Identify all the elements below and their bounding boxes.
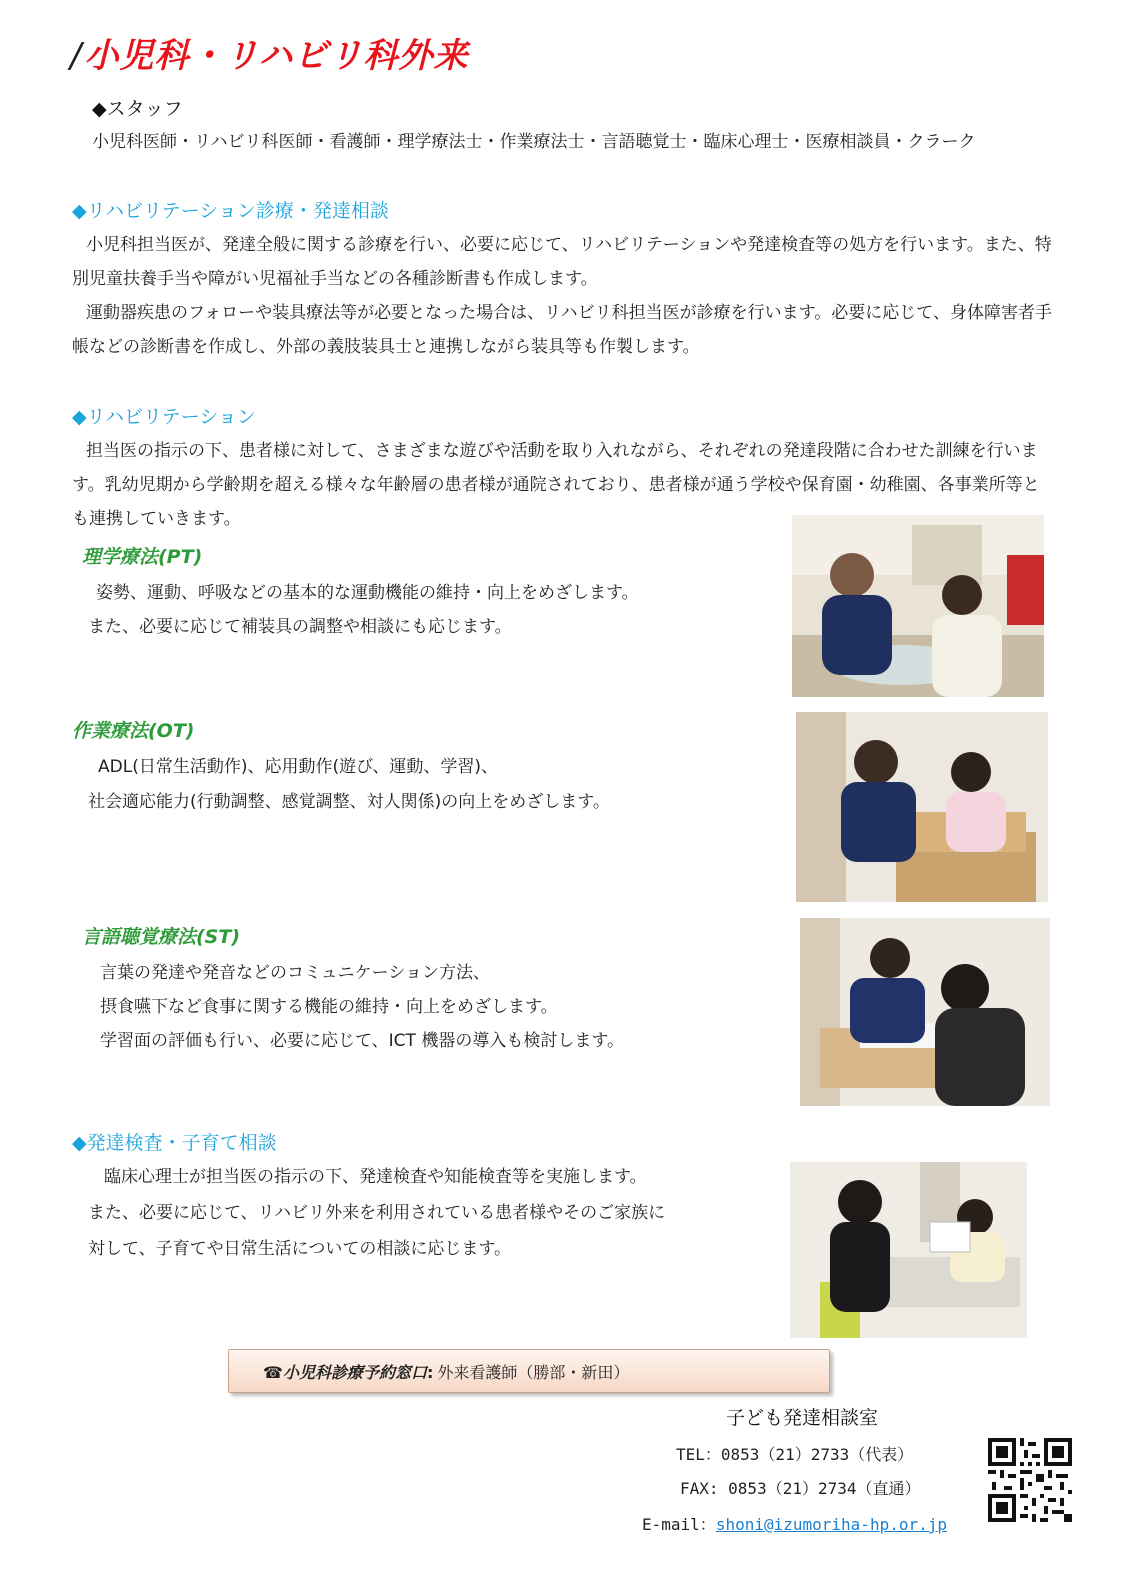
pt-photo [792,515,1044,697]
email-label: E-mail： [642,1515,716,1534]
st-line-3: 学習面の評価も行い、必要に応じて、ICT 機器の導入も検討します。 [100,1031,624,1051]
rehab-heading: ◆リハビリテーション [72,406,256,428]
reservation-line [263,1360,629,1383]
dev-heading: ◆発達検査・子育て相談 [72,1132,277,1154]
reservation-box [228,1349,830,1393]
st-line-1: 言葉の発達や発音などのコミュニケーション方法、 [100,963,490,983]
reservation-text: 外来看護師（勝部・新田） [437,1363,630,1382]
st-photo [800,918,1050,1106]
st-heading: 言語聴覚療法(ST) [82,926,241,948]
ot-heading: 作業療法(OT) [72,720,195,742]
rehab-consult-paragraph-1: 小児科担当医が、発達全般に関する診療を行い、必要に応じて、リハビリテーションや発達検査等の処方を行います。また、特別児童扶養手当や障がい児福祉手当などの各種診断書も作成します。 [72,235,1052,289]
staff-heading: ◆スタッフ [92,98,183,120]
staff-list: 小児科医師・リハビリ科医師・看護師・理学療法士・作業療法士・言語聴覚士・臨床心理士・医療相談員・クラーク [92,132,976,152]
contact-tel: TEL：0853（21）2733（代表） [676,1445,914,1464]
pt-line-2: また、必要に応じて補装具の調整や相談にも応じます。 [88,617,512,637]
phone-icon: ☎ [263,1363,283,1382]
st-line-2: 摂食嚥下など食事に関する機能の維持・向上をめざします。 [100,997,558,1017]
reservation-colon: : [426,1363,434,1382]
contact-fax: FAX: 0853（21）2734（直通） [680,1479,921,1498]
ot-photo [796,712,1048,902]
rehab-consult-heading: ◆リハビリテーション診療・発達相談 [72,200,389,222]
rehab-consult-paragraph-2: 運動器疾患のフォローや装具療法等が必要となった場合は、リハビリ科担当医が診療を行います。必要に応じて、身体障害者手帳などの診断書を作成し、外部の義肢装具士と連携しながら装具等も作製します。 [72,303,1052,357]
qr-code[interactable] [988,1438,1072,1522]
contact-title: 子ども発達相談室 [726,1407,879,1429]
pt-heading: 理学療法(PT) [82,546,203,568]
contact-email-row [642,1512,947,1535]
email-link[interactable]: shoni@izumoriha-hp.or.jp [715,1515,947,1534]
page-title: /小児科・リハビリ科外来 [70,36,469,76]
dev-line-3: 対して、子育てや日常生活についての相談に応じます。 [88,1239,511,1259]
ot-line-1: ADL(日常生活動作)、応用動作(遊び、運動、学習)、 [98,757,499,777]
dev-line-1: 臨床心理士が担当医の指示の下、発達検査や知能検査等を実施します。 [104,1167,647,1187]
dev-line-2: また、必要に応じて、リハビリ外来を利用されている患者様やそのご家族に [88,1203,666,1223]
reservation-label: 小児科診療予約窓口 [282,1363,427,1382]
ot-line-2: 社会適応能力(行動調整、感覚調整、対人関係)の向上をめざします。 [88,792,610,812]
dev-photo [790,1162,1027,1338]
pt-line-1: 姿勢、運動、呼吸などの基本的な運動機能の維持・向上をめざします。 [96,583,639,603]
rehab-paragraph: 担当医の指示の下、患者様に対して、さまざまな遊びや活動を取り入れながら、それぞれの発達段階に合わせた訓練を行います。乳幼児期から学齢期を超える様々な年齢層の患者様が通院されており、患者様が通う学校や保育園・幼稚園、各事業所等とも連携していきます。 [72,441,1040,529]
page-title-text: 小児科・リハビリ科外来 [84,36,469,76]
